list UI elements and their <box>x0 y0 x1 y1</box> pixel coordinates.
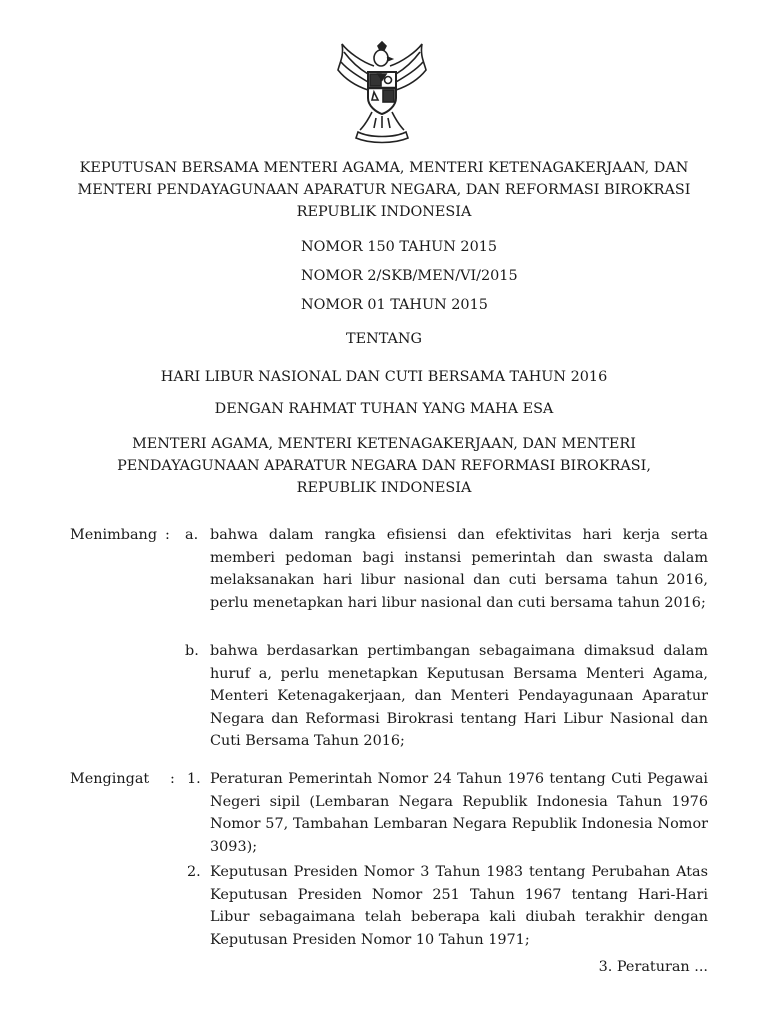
menimbang-item-b <box>210 640 708 753</box>
menimbang-item-a <box>210 524 708 614</box>
mengingat-item-2 <box>210 861 708 951</box>
issuer-block <box>0 433 768 499</box>
mengingat-marker-1: 1. <box>187 771 201 787</box>
menimbang-marker-a: a. <box>185 527 199 543</box>
page-continuation: 3. Peraturan ... <box>598 959 708 975</box>
issuer-line-3: REPUBLIK INDONESIA <box>296 480 472 496</box>
issuer-line-2: PENDAYAGUNAAN APARATUR NEGARA DAN REFORMASI BIROKRASI, <box>117 458 651 474</box>
menimbang-text-a: bahwa dalam rangka efisiensi dan efektivitas hari kerja serta memberi pedoman bagi instansi pemerintah dan swasta dalam melaksanakan hari libur nasional dan cuti bersama tahun 2016, perlu menetapkan hari libur nasional dan cuti bersama tahun 2016; <box>210 527 708 611</box>
menimbang-label: Menimbang <box>70 527 158 543</box>
menimbang-marker-b: b. <box>185 643 199 659</box>
mengingat-label: Mengingat <box>70 771 150 787</box>
subject-heading: HARI LIBUR NASIONAL DAN CUTI BERSAMA TAHUN 2016 <box>160 369 608 385</box>
nomor-line-1: NOMOR 150 TAHUN 2015 <box>301 239 498 255</box>
issuer-line-1: MENTERI AGAMA, MENTERI KETENAGAKERJAAN, DAN MENTERI <box>132 436 636 452</box>
menimbang-text-b: bahwa berdasarkan pertimbangan sebagaimana dimaksud dalam huruf a, perlu menetapkan Keputusan Bersama Menteri Agama, Menteri Ketenagakerjaan, dan Menteri Pendayagunaan Aparatur Negara dan Reformasi Birokrasi tentang Hari Libur Nasional dan Cuti Bersama Tahun 2016; <box>210 643 708 749</box>
mengingat-text-1: Peraturan Pemerintah Nomor 24 Tahun 1976 tentang Cuti Pegawai Negeri sipil (Lembaran Negara Republik Indonesia Tahun 1976 Nomor 57, Tambahan Lembaran Negara Republik Indonesia Nomor 3093); <box>210 771 708 855</box>
garuda-emblem-icon <box>334 40 430 144</box>
invocation: DENGAN RAHMAT TUHAN YANG MAHA ESA <box>214 401 554 417</box>
nomor-line-3: NOMOR 01 TAHUN 2015 <box>301 297 488 313</box>
tentang-heading: TENTANG <box>346 331 422 347</box>
mengingat-colon: : <box>170 771 175 787</box>
nomor-line-2: NOMOR 2/SKB/MEN/VI/2015 <box>301 268 518 284</box>
mengingat-marker-2: 2. <box>187 864 201 880</box>
title-line-1: KEPUTUSAN BERSAMA MENTERI AGAMA, MENTERI KETENAGAKERJAAN, DAN <box>79 160 689 176</box>
mengingat-item-1 <box>210 768 708 858</box>
title-line-3: REPUBLIK INDONESIA <box>296 204 472 220</box>
mengingat-text-2: Keputusan Presiden Nomor 3 Tahun 1983 tentang Perubahan Atas Keputusan Presiden Nomor 251 Tahun 1967 tentang Hari-Hari Libur sebagaimana telah beberapa kali diubah terakhir dengan Keputusan Presiden Nomor 10 Tahun 1971; <box>210 864 708 948</box>
menimbang-colon: : <box>165 527 170 543</box>
title-line-2: MENTERI PENDAYAGUNAAN APARATUR NEGARA, DAN REFORMASI BIROKRASI <box>77 182 691 198</box>
document-title <box>0 157 768 223</box>
